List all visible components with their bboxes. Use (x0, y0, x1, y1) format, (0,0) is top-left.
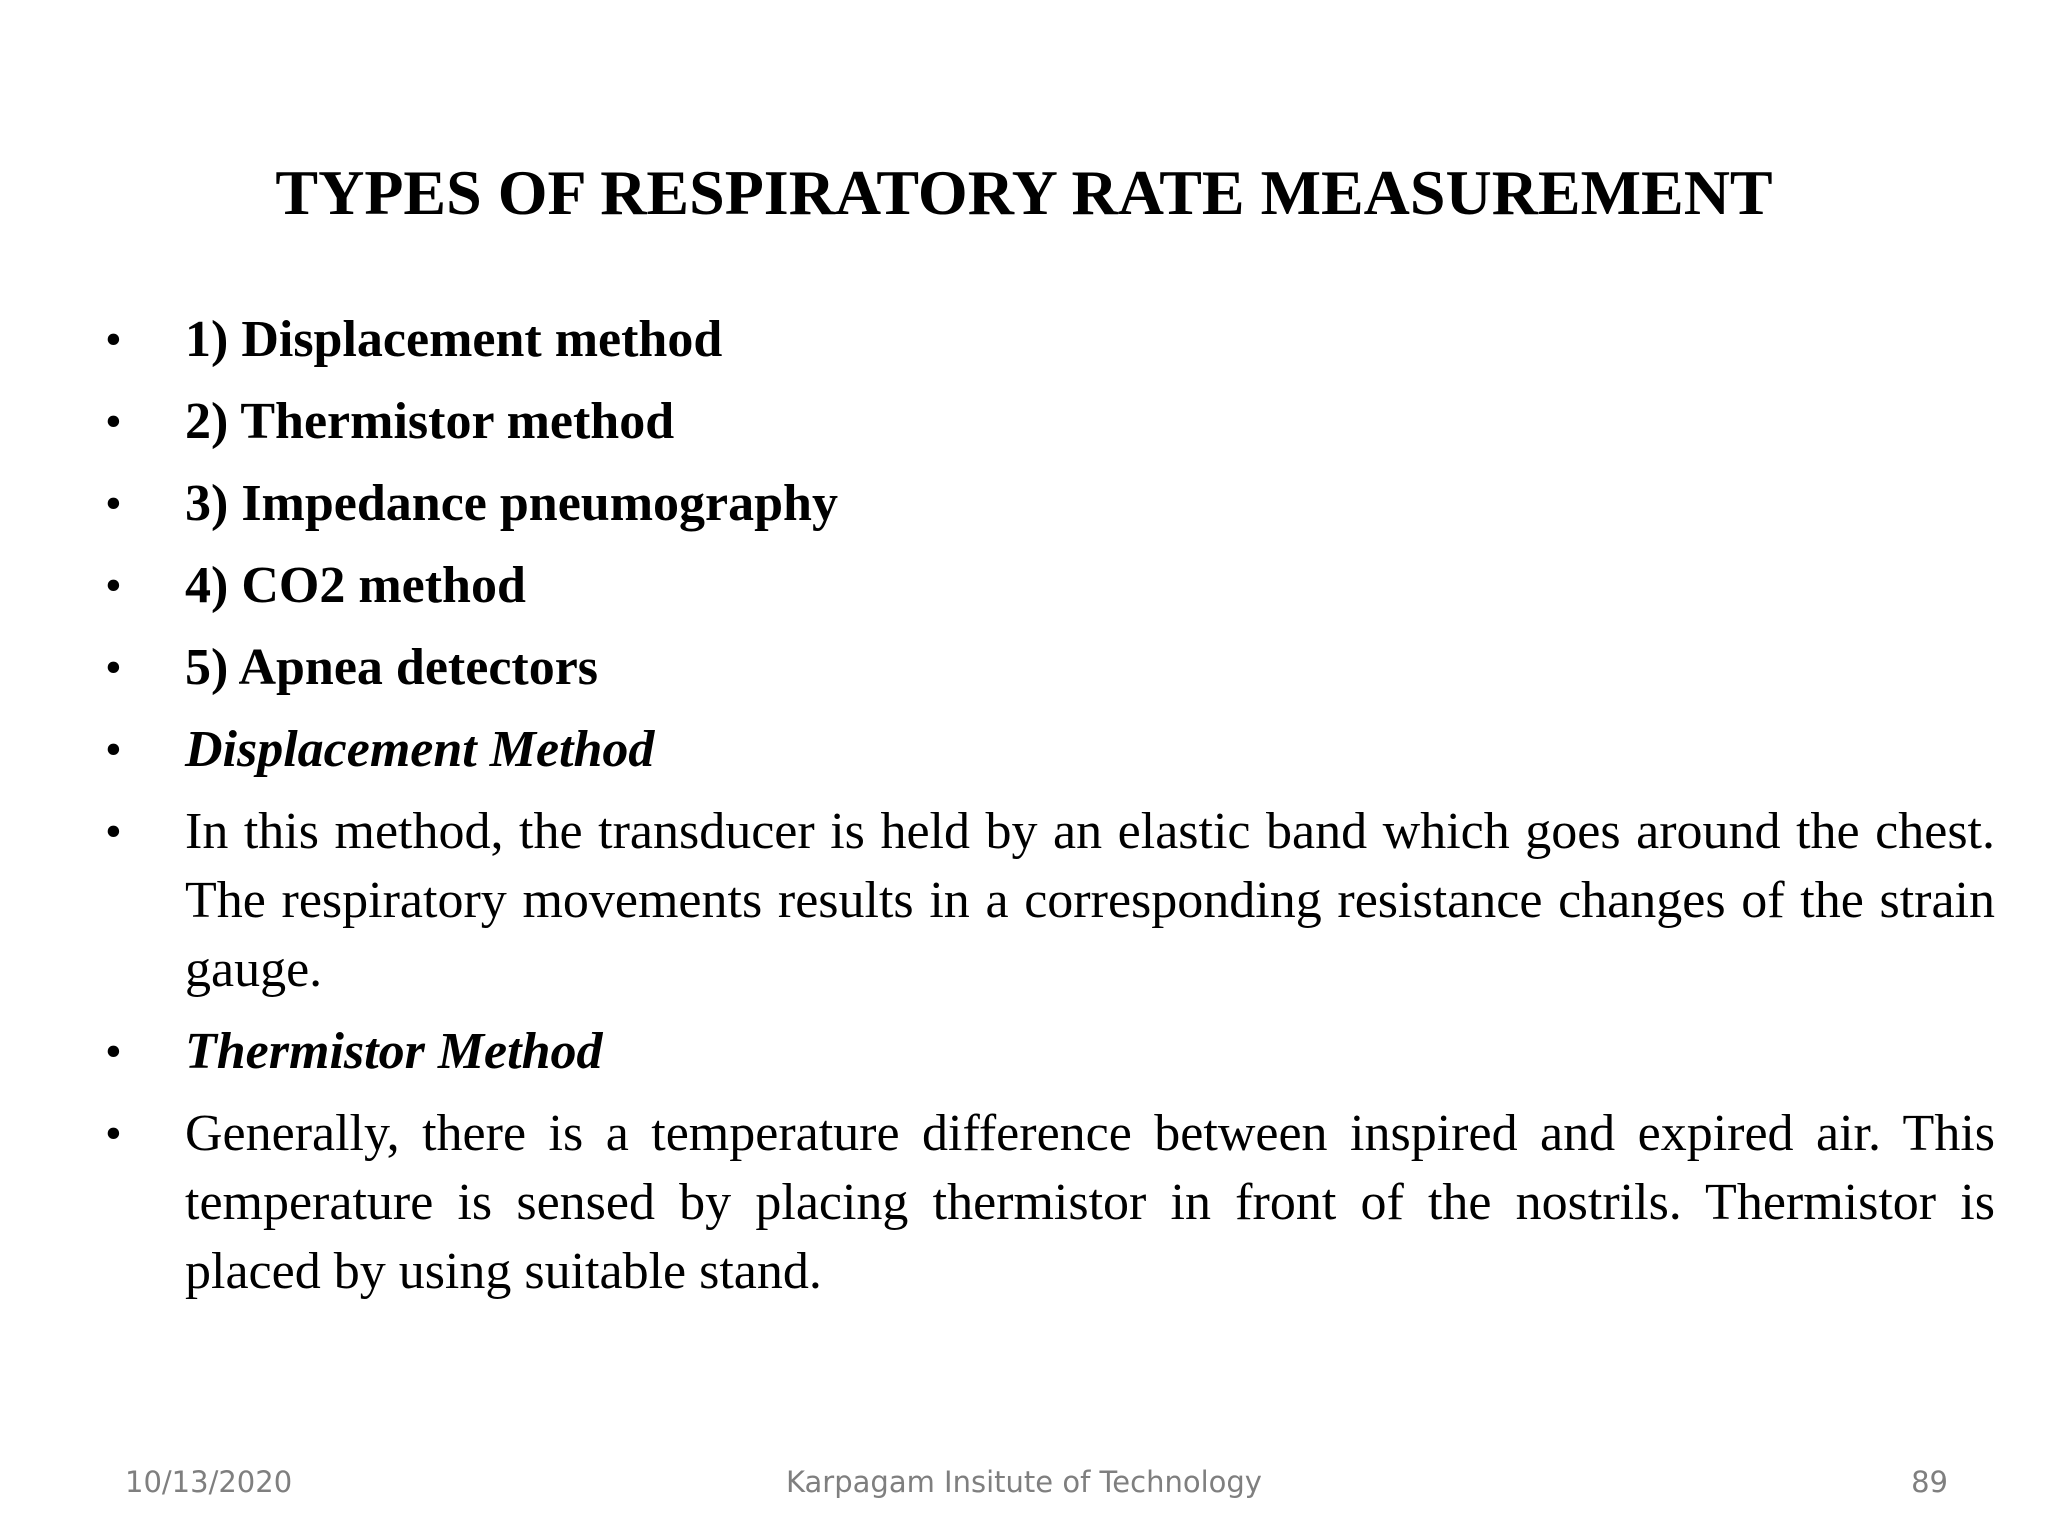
paragraph-text: In this method, the transducer is held by an elastic band which goes around the chest. The respiratory movements results in a corresponding resistance changes of the strain gauge. (185, 803, 1995, 998)
bullet-icon: • (105, 477, 122, 530)
section-heading-thermistor (105, 1017, 1995, 1086)
list-item-co2-method (105, 551, 1995, 620)
bullet-icon: • (105, 395, 122, 448)
bullet-icon: • (105, 559, 122, 612)
paragraph-thermistor (105, 1099, 1995, 1306)
bullet-list (105, 305, 1995, 1319)
slide-title: TYPES OF RESPIRATORY RATE MEASUREMENT (275, 157, 1773, 228)
bullet-icon: • (105, 805, 122, 858)
list-item-apnea-detectors (105, 633, 1995, 702)
list-item-text: 1) Displacement method (185, 311, 723, 368)
footer-page-number: 89 (1911, 1465, 1948, 1499)
paragraph-text: Generally, there is a temperature difference between inspired and expired air. This temperature is sensed by placing thermistor in front of the nostrils. Thermistor is placed by using suitable stand. (185, 1105, 1995, 1300)
list-item-text: 5) Apnea detectors (185, 639, 599, 696)
list-item-text: 2) Thermistor method (185, 393, 675, 450)
bullet-icon: • (105, 313, 122, 366)
paragraph-displacement (105, 797, 1995, 1004)
bullet-icon: • (105, 723, 122, 776)
footer-organization: Karpagam Insitute of Technology (786, 1465, 1262, 1499)
section-heading-text: Displacement Method (185, 721, 655, 778)
bullet-icon: • (105, 641, 122, 694)
section-heading-displacement (105, 715, 1995, 784)
list-item-text: 3) Impedance pneumography (185, 475, 838, 532)
footer-date: 10/13/2020 (125, 1465, 293, 1499)
bullet-icon: • (105, 1025, 122, 1078)
list-item-displacement-method (105, 305, 1995, 374)
list-item-impedance-pneumography (105, 469, 1995, 538)
section-heading-text: Thermistor Method (185, 1023, 603, 1080)
list-item-text: 4) CO2 method (185, 557, 526, 614)
list-item-thermistor-method (105, 387, 1995, 456)
bullet-icon: • (105, 1107, 122, 1160)
